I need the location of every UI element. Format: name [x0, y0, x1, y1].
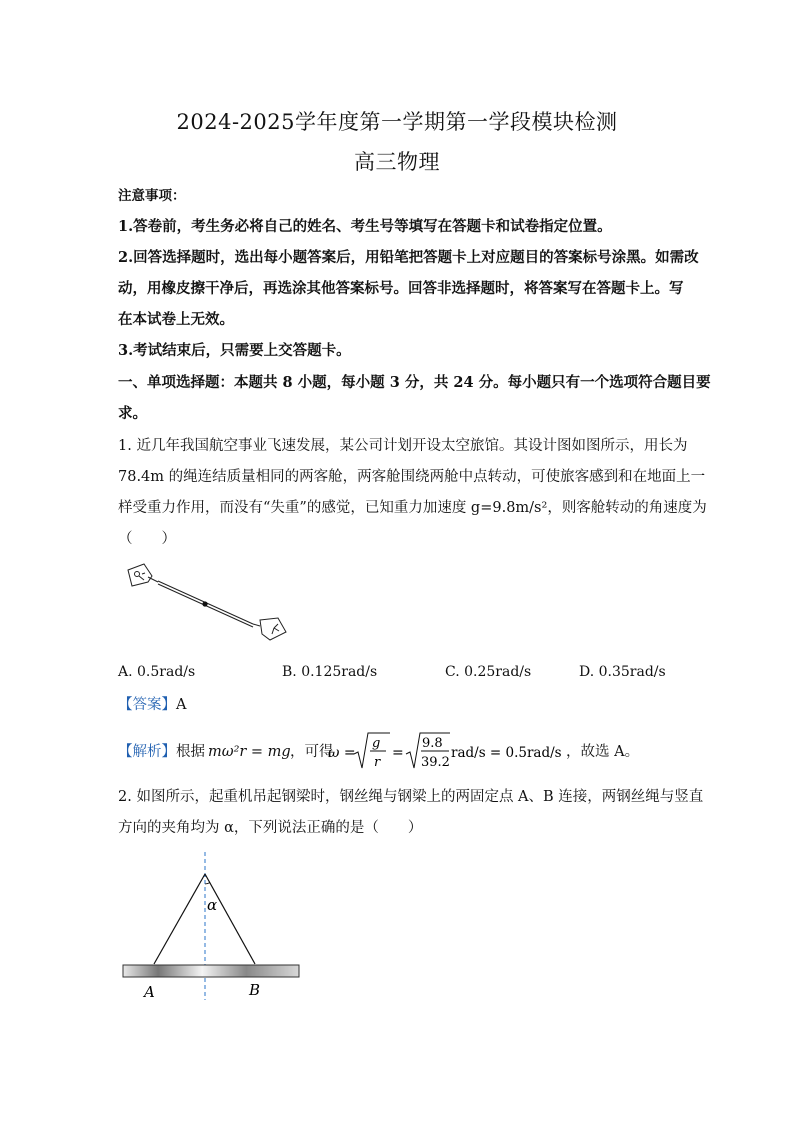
- label-point-a: A: [144, 983, 155, 1001]
- note-item-1: 1.答卷前，考生务必将自己的姓名、考生号等填写在答题卡和试卷指定位置。: [118, 218, 612, 235]
- question-1-line-2: 78.4m 的绳连结质量相同的两客舱，两客舱围绕两舱中点转动，可使旅客感到和在地面上一: [118, 469, 706, 485]
- label-point-b: B: [249, 981, 261, 999]
- cable-a: [154, 874, 205, 964]
- answer-value: A: [176, 697, 187, 713]
- analysis-mid: ，可得: [290, 744, 334, 760]
- label-alpha: α: [207, 896, 218, 914]
- space-hotel-figure: [118, 560, 298, 650]
- formula-denominator: 39.2: [421, 755, 450, 770]
- q1-answer: [118, 695, 678, 715]
- analysis-label: 【解析】: [118, 744, 176, 760]
- formula-result: rad/s = 0.5rad/s: [451, 745, 562, 761]
- steel-beam: [123, 965, 299, 977]
- answer-label: 【答案】: [118, 697, 176, 713]
- note-item-2-line-1: 2.回答选择题时，选出每小题答案后，用铅笔把答题卡上对应题目的答案标号涂黑。如需改: [118, 249, 699, 266]
- section-1-heading: 一、单项选择题：本题共 8 小题，每小题 3 分，共 24 分。每小题只有一个选项符合题目要: [118, 374, 711, 391]
- q1-analysis: [118, 730, 678, 770]
- crane-beam-figure: [118, 850, 308, 1005]
- question-2-line-2: 方向的夹角均为 α，下列说法正确的是（ ）: [118, 820, 423, 836]
- analysis-tail: ，故选 A。: [566, 744, 640, 760]
- formula-g: g: [372, 736, 381, 751]
- formula-omega-lhs: ω =: [328, 745, 356, 761]
- analysis-lead: 根据: [176, 744, 205, 760]
- question-1-line-1: 1. 近几年我国航空事业飞速发展，某公司计划开设太空旅馆。其设计图如图所示，用长为: [118, 438, 688, 454]
- q1-option-a: A. 0.5rad/s: [118, 664, 196, 680]
- section-1-heading-cont: 求。: [118, 405, 147, 422]
- exam-subtitle: 高三物理: [354, 150, 440, 174]
- question-2-line-1: 2. 如图所示，起重机吊起钢梁时，钢丝绳与钢梁上的两固定点 A、B 连接，两钢丝绳与竖直: [118, 789, 704, 805]
- q1-option-c: C. 0.25rad/s: [445, 664, 532, 680]
- formula-force-balance: mω²r = mg: [208, 744, 291, 760]
- question-1-line-4: （ ）: [118, 531, 176, 547]
- note-item-2-line-3: 在本试卷上无效。: [118, 311, 234, 328]
- note-item-2-line-2: 动，用橡皮擦干净后，再选涂其他答案标号。回答非选择题时，将答案写在答题卡上。写: [118, 280, 684, 297]
- question-1-line-3: 样受重力作用，而没有“失重”的感觉，已知重力加速度 g=9.8m/s²，则客舱转动的角速度为: [118, 500, 707, 516]
- q1-option-d: D. 0.35rad/s: [579, 664, 666, 680]
- note-item-3: 3.考试结束后，只需要上交答题卡。: [118, 342, 351, 359]
- formula-r: r: [374, 755, 381, 770]
- q1-option-b: B. 0.125rad/s: [282, 664, 378, 680]
- cable-b: [205, 874, 255, 964]
- exam-title: 2024-2025学年度第一学期第一学段模块检测: [176, 110, 618, 134]
- notes-heading: 注意事项：: [118, 188, 186, 204]
- formula-equals: =: [392, 745, 404, 761]
- formula-numerator: 9.8: [422, 736, 443, 751]
